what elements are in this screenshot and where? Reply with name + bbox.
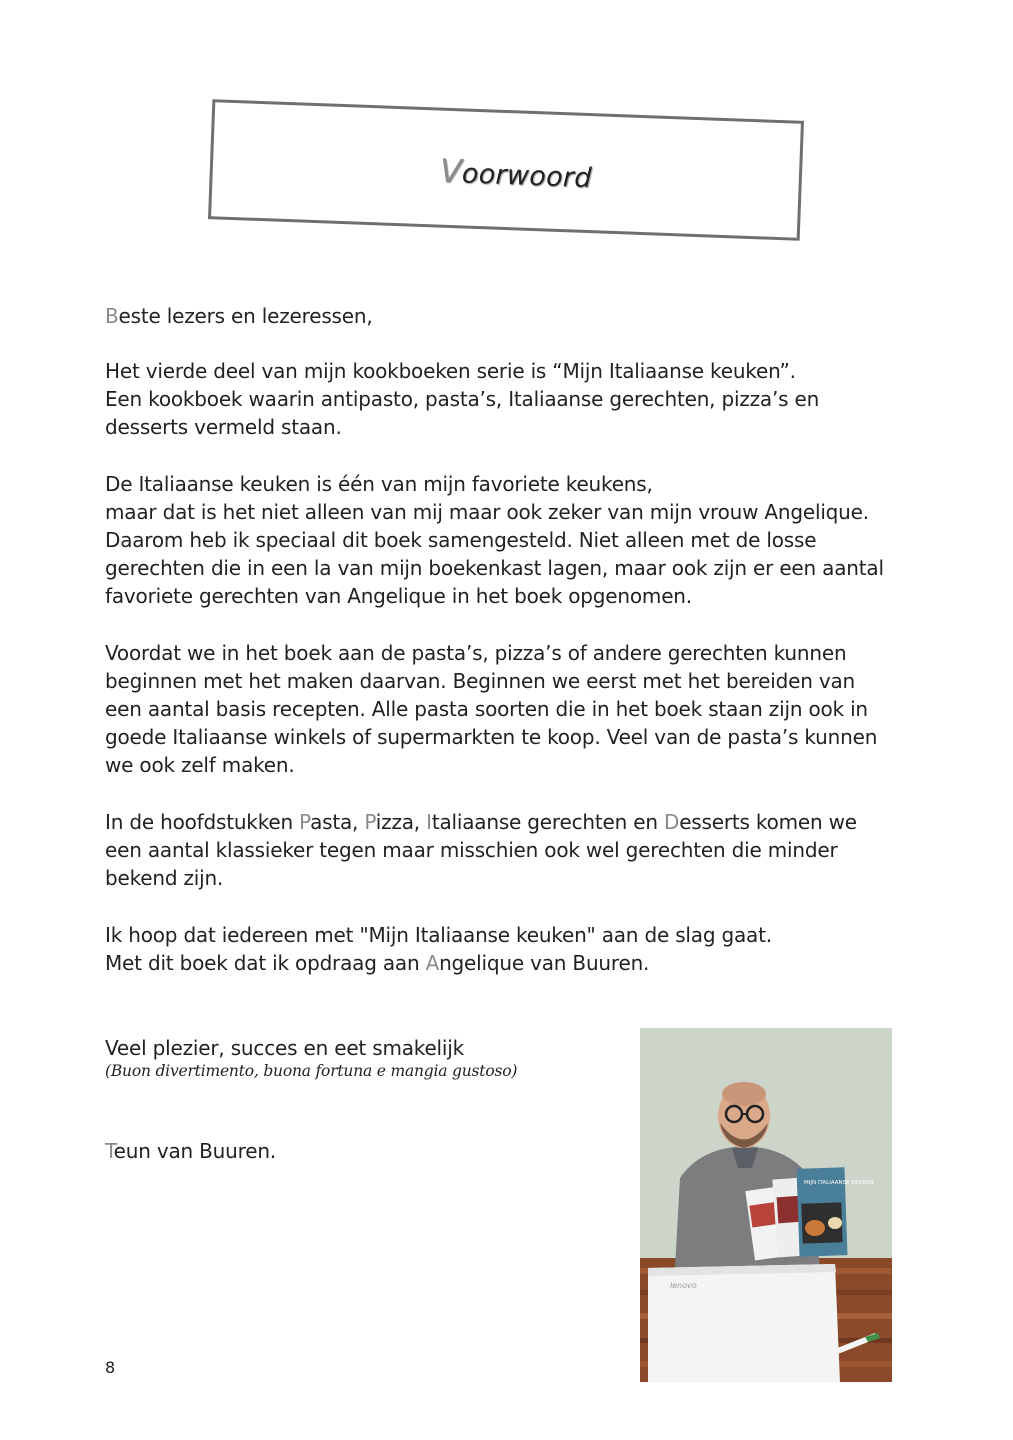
initial-letter: P [299,810,311,834]
signature [105,1137,276,1165]
initial-letter: T [105,1139,114,1163]
closing-italian: (Buon divertimento, buona fortuna e mangia gustoso) [105,1062,518,1080]
initial-letter: D [664,810,680,834]
paragraph-3-line: een aantal basis recepten. Alle pasta soorten die in het boek staan zijn ook in [105,697,868,721]
p5-text: ngelique van Buuren. [439,951,650,975]
salutation [105,302,373,330]
paragraph-2-line: gerechten die in een la van mijn boekenkast lagen, maar ook zijn er een aantal [105,556,884,580]
page-number: 8 [105,1358,116,1377]
title-rest: oorwoord [461,158,593,195]
paragraph-3-line: beginnen met het maken daarvan. Beginnen we eerst met het bereiden van [105,669,856,693]
laptop-brand: lenovo [670,1281,697,1290]
closing-line: Veel plezier, succes en eet smakelijk [105,1036,465,1060]
author-photo [640,1028,892,1382]
page-title [439,152,592,196]
paragraph-3-line: Voordat we in het boek aan de pasta’s, pizza’s of andere gerechten kunnen [105,641,847,665]
p4-text: In de hoofdstukken [105,810,300,834]
p4-text: esserts komen we [679,810,857,834]
book-cover-text: MIJN ITALIAANSE KEUKEN [804,1180,874,1186]
paragraph-5-line [105,949,649,977]
title-box [208,99,804,241]
paragraph-5-line: Ik hoop dat iedereen met "Mijn Italiaanse keuken" aan de slag gaat. [105,923,772,947]
initial-letter: P [364,810,376,834]
paragraph-1-line: Het vierde deel van mijn kookboeken serie is “Mijn Italiaanse keuken”. [105,359,796,383]
signature-text: eun van Buuren. [113,1139,276,1163]
paragraph-2-line: Daarom heb ik speciaal dit boek samengesteld. Niet alleen met de losse [105,528,817,552]
p4-text: izza, [375,810,427,834]
p5-text: Met dit boek dat ik opdraag aan [105,951,426,975]
salutation-text: este lezers en lezeressen, [118,304,373,328]
paragraph-3-line: goede Italiaanse winkels of supermarkten te koop. Veel van de pasta’s kunnen [105,725,878,749]
paragraph-2-line: De Italiaanse keuken is één van mijn favoriete keukens, [105,472,653,496]
paragraph-1-line: Een kookboek waarin antipasto, pasta’s, Italiaanse gerechten, pizza’s en [105,387,820,411]
paragraph-4-line: een aantal klassieker tegen maar misschien ook wel gerechten die minder [105,838,838,862]
paragraph-4-line [105,808,857,836]
paragraph-3-line: we ook zelf maken. [105,753,295,777]
initial-letter: A [425,951,440,975]
paragraph-2-line: maar dat is het niet alleen van mij maar ook zeker van mijn vrouw Angelique. [105,500,869,524]
p4-text: taliaanse gerechten en [431,810,664,834]
author-photo-illustration [640,1028,892,1382]
initial-letter: B [105,304,119,328]
title-initial: V [439,151,463,191]
paragraph-1-line: desserts vermeld staan. [105,415,342,439]
paragraph-4-line: bekend zijn. [105,866,224,890]
initial-letter: I [426,810,432,834]
paragraph-2-line: favoriete gerechten van Angelique in het boek opgenomen. [105,584,692,608]
p4-text: asta, [310,810,365,834]
